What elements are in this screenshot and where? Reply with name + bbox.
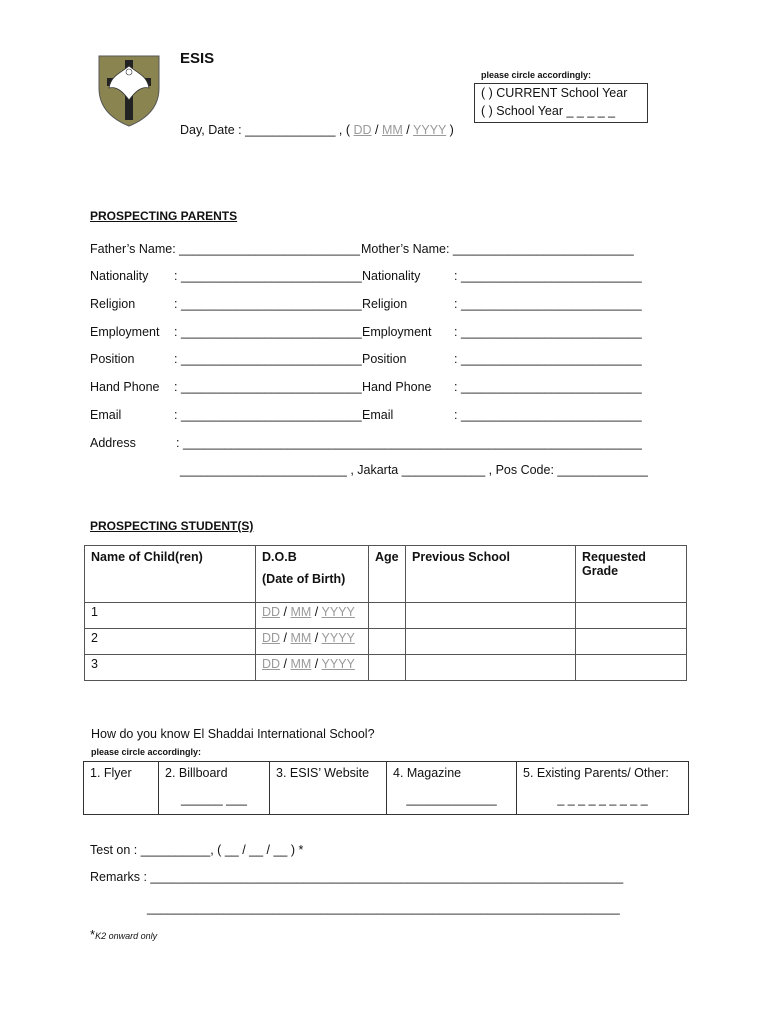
father-field-input[interactable]: : __________________________ [174, 325, 362, 339]
mother-field-input[interactable]: : __________________________ [454, 352, 642, 366]
parents-names-row [90, 242, 650, 260]
mother-field-label: Employment [362, 325, 432, 339]
referral-question: How do you know El Shaddai International School? [91, 727, 375, 741]
col-name-header: Name of Child(ren) [85, 546, 256, 603]
current-school-year-option[interactable]: ( ) CURRENT School Year [481, 86, 628, 100]
student-requested-grade-cell[interactable] [576, 655, 687, 681]
student-number-label: 2 [91, 631, 98, 645]
referral-options-table [83, 761, 689, 815]
student-requested-grade-cell[interactable] [576, 629, 687, 655]
col-dob-subtitle: (Date of Birth) [262, 572, 346, 586]
address-line-2[interactable]: ________________________ , Jakarta ____________ , Pos Code: _____________ [180, 463, 648, 477]
mother-field-label: Email [362, 408, 394, 422]
mother-field-input[interactable]: : __________________________ [454, 297, 642, 311]
col-dob-header [256, 546, 369, 603]
mother-field-input[interactable]: : __________________________ [454, 380, 642, 394]
parents-detail-row [90, 408, 650, 426]
parents-detail-row [90, 297, 650, 315]
students-header-row [85, 546, 687, 603]
col-grade-title-1: Requested [582, 550, 646, 564]
father-field-label: Religion [90, 297, 136, 311]
dob-mm-placeholder: MM [290, 605, 312, 619]
father-field-label: Position [90, 352, 135, 366]
parents-detail-row [90, 325, 650, 343]
date-separator: / [402, 123, 414, 137]
remarks-field-line-1[interactable]: Remarks : ____________________________________________________________________ [90, 870, 624, 884]
student-number-label: 1 [91, 605, 98, 619]
footnote-text: K2 onward only [95, 931, 158, 941]
dob-mm-placeholder: MM [290, 657, 312, 671]
mother-field-label: Position [362, 352, 407, 366]
address-row [90, 436, 650, 454]
mother-field-label: Nationality [362, 269, 421, 283]
referral-option[interactable] [159, 762, 270, 815]
mothers-name-field[interactable]: Mother’s Name: __________________________ [361, 242, 634, 256]
father-field-label: Nationality [90, 269, 149, 283]
student-previous-school-cell[interactable] [406, 629, 576, 655]
dob-dd-placeholder: DD [262, 657, 281, 671]
father-field-label: Hand Phone [90, 380, 160, 394]
parents-detail-row [90, 380, 650, 398]
father-field-input[interactable]: : __________________________ [174, 269, 362, 283]
student-number[interactable] [85, 603, 256, 629]
student-previous-school-cell[interactable] [406, 655, 576, 681]
father-field-input[interactable]: : __________________________ [174, 380, 362, 394]
father-field-input[interactable]: : __________________________ [174, 408, 362, 422]
dob-dd-placeholder: DD [262, 631, 281, 645]
mother-field-label: Religion [362, 297, 408, 311]
referral-option-line: _____________ [406, 792, 497, 806]
dob-mm-placeholder: MM [290, 631, 312, 645]
student-number[interactable] [85, 629, 256, 655]
footnote [90, 927, 157, 942]
col-dob-title: D.O.B [262, 550, 297, 564]
student-dob-cell[interactable]: DD / MM / YYYY [256, 655, 369, 681]
day-date-label: Day, Date : _____________ , ( [180, 123, 351, 137]
address-line-1[interactable]: : __________________________________________________________________ [176, 436, 642, 450]
mother-field-input[interactable]: : __________________________ [454, 325, 642, 339]
parents-heading: PROSPECTING PARENTS [90, 209, 238, 223]
referral-option[interactable] [387, 762, 517, 815]
referral-option-label: 4. Magazine [393, 766, 462, 780]
dob-yyyy-placeholder: YYYY [321, 657, 355, 671]
referral-options-row [84, 762, 689, 815]
student-dob-cell[interactable]: DD / MM / YYYY [256, 603, 369, 629]
student-requested-grade-cell[interactable] [576, 603, 687, 629]
referral-option-label: 5. Existing Parents/ Other: [523, 766, 669, 780]
referral-option[interactable] [84, 762, 159, 815]
address-row-2 [90, 463, 650, 481]
father-field-label: Employment [90, 325, 160, 339]
test-on-field[interactable]: Test on : __________, ( __ / __ / __ ) * [90, 843, 304, 857]
day-date-field[interactable] [180, 123, 454, 137]
col-previous-school-header: Previous School [406, 546, 576, 603]
parents-detail-row [90, 352, 650, 370]
school-crest-logo [97, 52, 161, 128]
student-row [85, 629, 687, 655]
col-requested-grade-header [576, 546, 687, 603]
col-grade-title-2: Grade [582, 564, 619, 578]
dob-dd-placeholder: DD [262, 605, 281, 619]
students-table [84, 545, 687, 681]
referral-option-label: 3. ESIS’ Website [276, 766, 370, 780]
school-year-note: please circle accordingly: [481, 70, 592, 80]
date-yyyy-placeholder: YYYY [413, 123, 447, 137]
father-field-input[interactable]: : __________________________ [174, 352, 362, 366]
date-close: ) [446, 123, 454, 137]
dob-yyyy-placeholder: YYYY [321, 605, 355, 619]
referral-option-line: ______ ___ [180, 792, 248, 806]
dob-yyyy-placeholder: YYYY [321, 631, 355, 645]
address-label: Address [90, 436, 136, 450]
referral-option-label: 2. Billboard [165, 766, 228, 780]
student-number[interactable] [85, 655, 256, 681]
student-previous-school-cell[interactable] [406, 603, 576, 629]
father-field-input[interactable]: : __________________________ [174, 297, 362, 311]
mother-field-label: Hand Phone [362, 380, 432, 394]
referral-note: please circle accordingly: [91, 747, 202, 757]
student-age-cell[interactable] [369, 655, 406, 681]
school-year-option[interactable]: ( ) School Year _ _ _ _ _ [481, 104, 616, 118]
remarks-field-line-2[interactable]: ____________________________________________________________________ [147, 901, 620, 915]
date-separator: / [371, 123, 382, 137]
footnote-star: * [90, 927, 96, 942]
student-row [85, 603, 687, 629]
referral-option-line: _ _ _ _ _ _ _ _ _ [557, 792, 648, 806]
referral-option[interactable] [270, 762, 387, 815]
student-number-label: 3 [91, 657, 98, 671]
col-age-header: Age [369, 546, 406, 603]
mother-field-input[interactable]: : __________________________ [454, 408, 642, 422]
mother-field-input[interactable]: : __________________________ [454, 269, 642, 283]
father-field-label: Email [90, 408, 122, 422]
date-dd-placeholder: DD [353, 123, 372, 137]
student-dob-cell[interactable]: DD / MM / YYYY [256, 629, 369, 655]
school-year-box [474, 83, 648, 123]
student-age-cell[interactable] [369, 629, 406, 655]
date-mm-placeholder: MM [382, 123, 403, 137]
referral-option-label: 1. Flyer [90, 766, 132, 780]
students-heading: PROSPECTING STUDENT(S) [90, 519, 254, 533]
referral-option[interactable] [517, 762, 689, 815]
student-row [85, 655, 687, 681]
fathers-name-field[interactable]: Father’s Name: __________________________ [90, 242, 360, 256]
student-age-cell[interactable] [369, 603, 406, 629]
parents-detail-row [90, 269, 650, 287]
school-abbreviation: ESIS [180, 50, 215, 67]
